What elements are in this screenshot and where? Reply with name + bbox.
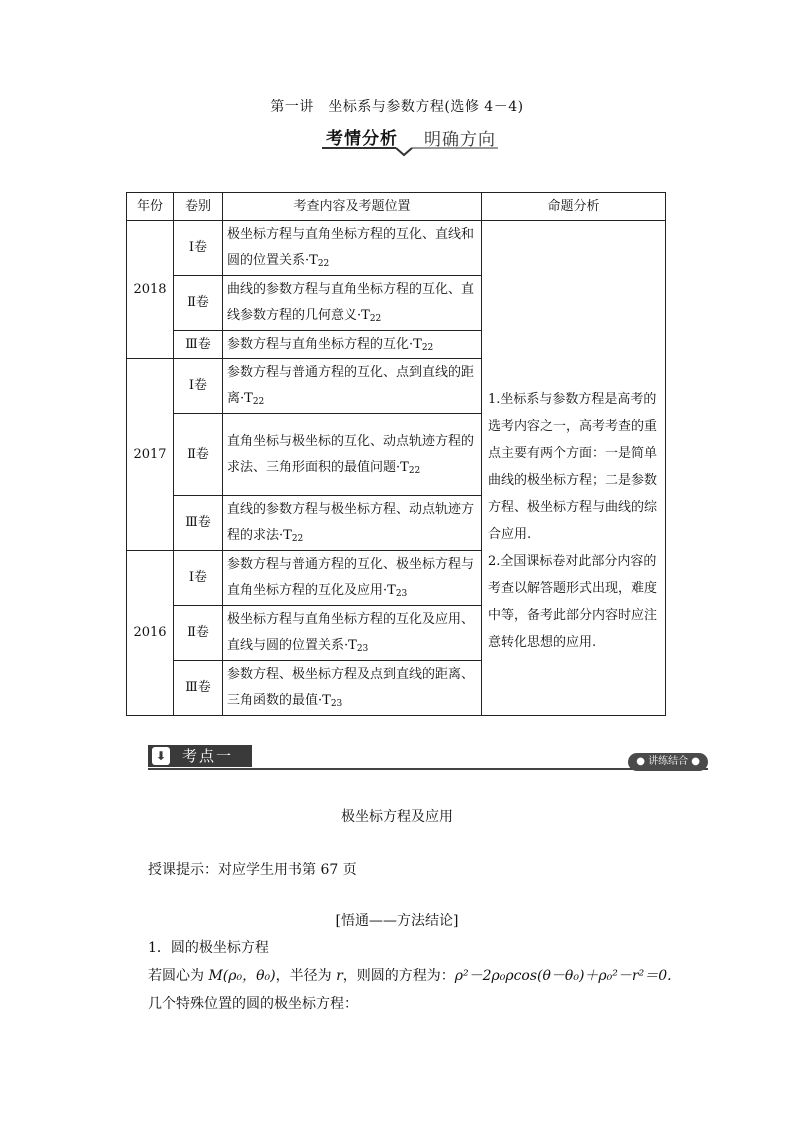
analysis-paragraph: 2.全国课标卷对此部分内容的考查以解答题形式出现，难度中等，备考此部分内容时应注意转化思想的应用. <box>488 553 658 650</box>
year-cell: 2016 <box>127 551 174 716</box>
analysis-paragraph: 1.坐标系与参数方程是高考的选考内容之一，高考考查的重点主要有两个方面：一是简单曲线的极坐标方程；二是参数方程、极坐标方程与曲线的综合应用. <box>488 391 658 542</box>
content-cell: 参数方程、极坐标方程及点到直线的距离、三角函数的最值$\cdot T_{23}$ <box>223 661 482 716</box>
header-content: 考查内容及考题位置 <box>223 193 482 221</box>
analysis-cell <box>482 221 666 716</box>
content-cell: 直角坐标与极坐标的互化、动点轨迹方程的求法、三角形面积的最值问题$\cdot T_{22}$ <box>223 414 482 496</box>
volume-cell: Ⅱ卷 <box>174 414 223 496</box>
section-divider <box>148 768 708 770</box>
circle-center: M(ρ₀，θ₀) <box>208 968 276 984</box>
content-cell: 参数方程与普通方程的互化、点到直线的距离$\cdot T_{22}$ <box>223 359 482 414</box>
volume-cell: Ⅲ卷 <box>174 331 223 359</box>
hint-label: 授课提示： <box>148 862 218 878</box>
volume-cell: Ⅰ卷 <box>174 551 223 606</box>
content-cell: 直线的参数方程与极坐标方程、动点轨迹方程的求法$\cdot T_{22}$ <box>223 496 482 551</box>
content-cell: 曲线的参数方程与直角坐标方程的互化、直线参数方程的几何意义$\cdot T_{22}$ <box>223 276 482 331</box>
content-cell: 极坐标方程与直角坐标方程的互化、直线和圆的位置关系$\cdot T_{22}$ <box>223 221 482 276</box>
formula-line: 若圆心为 M(ρ₀，θ₀)，半径为 r，则圆的方程为：ρ²－2ρ₀ρcos(θ－θ₀)＋ρ₀²－r²＝0. <box>148 968 672 984</box>
banner-right-text: 明确方向 <box>424 130 496 150</box>
volume-cell: Ⅱ卷 <box>174 276 223 331</box>
topic-title: 极坐标方程及应用 <box>341 809 453 825</box>
page-title: 第一讲 坐标系与参数方程(选修 4－4) <box>270 99 524 115</box>
arrow-down-icon: ⬇ <box>152 747 170 765</box>
table-header-row <box>127 193 666 221</box>
item-heading: 1．圆的极坐标方程 <box>148 940 269 956</box>
year-cell: 2018 <box>127 221 174 359</box>
header-volume: 卷别 <box>174 193 223 221</box>
header-analysis: 命题分析 <box>482 193 666 221</box>
practice-badge: ● 讲练结合 ● <box>628 753 708 771</box>
volume-cell: Ⅱ卷 <box>174 606 223 661</box>
year-cell: 2017 <box>127 359 174 551</box>
radius-symbol: r <box>336 968 343 984</box>
content-cell: 参数方程与直角坐标方程的互化$\cdot T_{22}$ <box>223 331 482 359</box>
volume-cell: Ⅰ卷 <box>174 359 223 414</box>
volume-cell: Ⅲ卷 <box>174 661 223 716</box>
banner <box>300 122 510 162</box>
banner-left-text: 考情分析 <box>326 129 398 149</box>
header-year: 年份 <box>127 193 174 221</box>
table-row <box>127 221 666 276</box>
content-cell: 极坐标方程与直角坐标方程的互化及应用、直线与圆的位置关系$\cdot T_{23}$ <box>223 606 482 661</box>
section-tab-label: 考点一 <box>182 747 234 765</box>
volume-cell: Ⅰ卷 <box>174 221 223 276</box>
section-header-bar <box>148 745 708 775</box>
content-cell: 参数方程与普通方程的互化、极坐标方程与直角坐标方程的互化及应用$\cdot T_{23}$ <box>223 551 482 606</box>
hint-text: 对应学生用书第 67 页 <box>218 862 357 878</box>
special-positions-line: 几个特殊位置的圆的极坐标方程： <box>148 996 358 1012</box>
exam-analysis-table <box>126 192 666 716</box>
method-heading: [悟通——方法结论] <box>335 913 459 929</box>
section-tab <box>148 745 252 767</box>
circle-equation: ρ²－2ρ₀ρcos(θ－θ₀)＋ρ₀²－r²＝0. <box>454 968 672 984</box>
volume-cell: Ⅲ卷 <box>174 496 223 551</box>
teaching-hint <box>148 859 357 879</box>
